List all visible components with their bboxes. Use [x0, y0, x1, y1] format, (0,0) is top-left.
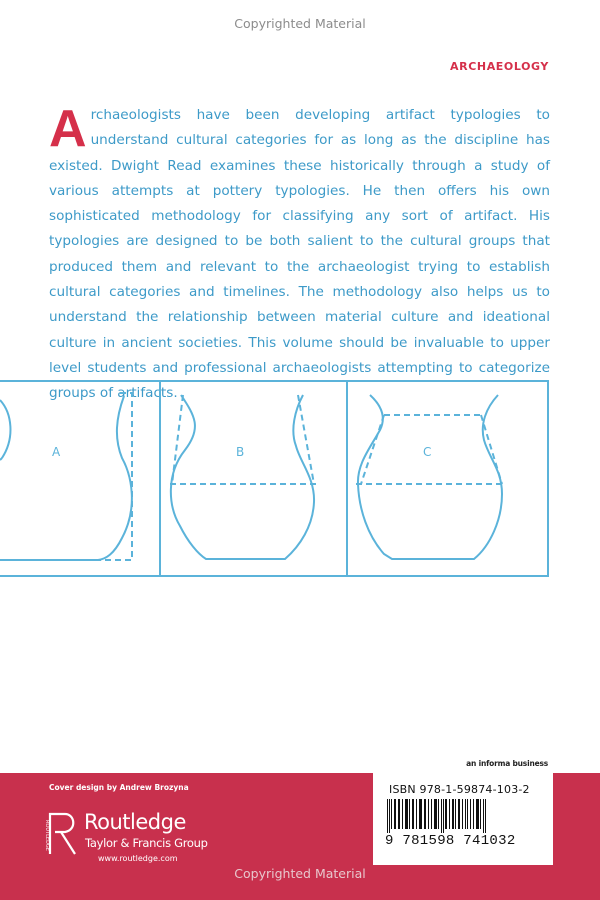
pottery-typology-figure — [0, 378, 600, 578]
barcode-bar — [389, 799, 390, 833]
watermark-bottom: Copyrighted Material — [234, 866, 366, 881]
barcode-bar — [485, 799, 486, 833]
publisher-group: Taylor & Francis Group — [85, 836, 208, 850]
barcode-bar — [438, 799, 439, 829]
barcode-bar — [424, 799, 426, 829]
barcode-bar — [434, 799, 437, 829]
publisher-name: Routledge — [84, 810, 186, 834]
barcode-bar — [465, 799, 466, 829]
barcode-bar — [467, 799, 468, 829]
barcode-bar — [419, 799, 422, 829]
panel-label-a: A — [52, 445, 61, 459]
svg-text:ROUTLEDGE: ROUTLEDGE — [44, 820, 50, 851]
barcode-bar — [449, 799, 450, 829]
barcode-bar — [441, 799, 442, 833]
barcode-bar — [409, 799, 410, 829]
barcode-bar — [473, 799, 474, 829]
barcode-bar — [455, 799, 456, 829]
vessel-a-outline — [0, 396, 132, 560]
barcode-bar — [398, 799, 400, 829]
barcode-bar — [458, 799, 460, 829]
category-label: ARCHAEOLOGY — [450, 60, 549, 73]
barcode-bar — [391, 799, 392, 829]
cover-credit: Cover design by Andrew Brozyna — [49, 783, 189, 792]
barcode-bar — [416, 799, 417, 829]
barcode-bar — [431, 799, 432, 829]
barcode-bar — [462, 799, 463, 829]
barcode-bar — [402, 799, 403, 829]
panel-label-c: C — [423, 445, 432, 459]
barcode-bar — [452, 799, 454, 829]
barcode-bar — [405, 799, 408, 829]
barcode-panel — [373, 773, 553, 865]
vessel-a-bounds — [0, 393, 132, 560]
vessel-c-outline — [358, 395, 502, 559]
barcode-bar — [443, 799, 444, 833]
publisher-url: www.routledge.com — [98, 854, 178, 863]
barcode-bar — [387, 799, 388, 833]
barcode-bar — [480, 799, 481, 829]
barcode-icon — [385, 799, 545, 833]
blurb-text: rchaeologists have been developing artifact typologies to understand cultural categories for as long as the discipline has existed. Dwight Read examines these historically through a study of various attempts at pottery typologies. He then offers his own sophisticated methodology for classifying any sort of artifact. His typologies are designed to be both salient to the cultural groups that produced them and relevant to the archaeologist trying to establish cultural categories and timelines. The methodology also helps us to understand the relationship between material culture and ideational culture in ancient societies. This volume should be invaluable to upper level students and professional archaeologists attempting to categorize groups of artifacts. — [49, 107, 550, 402]
vessel-b-outline — [171, 395, 314, 559]
barcode-bar — [445, 799, 447, 829]
watermark-top: Copyrighted Material — [234, 16, 366, 31]
isbn-label: ISBN 978-1-59874-103-2 — [389, 783, 530, 796]
barcode-number: 9 781598 741032 — [385, 833, 516, 849]
barcode-bar — [412, 799, 414, 829]
routledge-logo-icon — [44, 810, 81, 856]
drop-cap: A — [49, 100, 87, 158]
barcode-bar — [483, 799, 484, 833]
panel-label-b: B — [236, 445, 245, 459]
informa-tagline: an informa business — [466, 759, 548, 768]
barcode-bar — [428, 799, 429, 829]
barcode-bar — [476, 799, 479, 829]
barcode-bar — [394, 799, 396, 829]
barcode-bar — [470, 799, 471, 829]
panel-frame — [0, 381, 548, 576]
back-cover-blurb — [49, 100, 550, 407]
